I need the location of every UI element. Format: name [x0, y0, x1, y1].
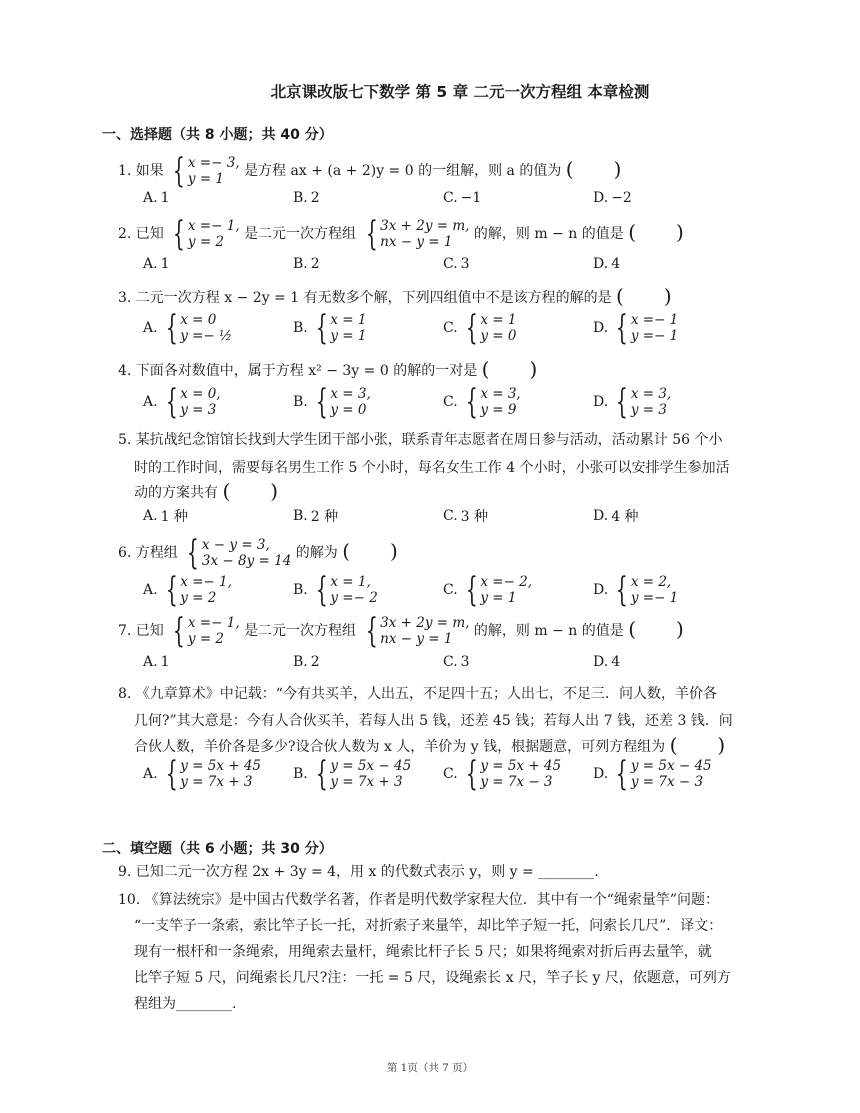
question-2-mid: 是二元一次方程组: [244, 226, 357, 242]
system-line: y = 7x − 3: [630, 774, 704, 790]
system-line: y = 1: [480, 590, 517, 606]
option-b[interactable]: [293, 308, 443, 348]
question-2-prefix: 2. 已知: [118, 226, 164, 242]
option-c[interactable]: [443, 190, 593, 206]
option-label: C.: [443, 256, 458, 272]
answer-paren: ( ): [481, 357, 538, 381]
option-a[interactable]: [143, 570, 293, 610]
system-line: x =− 1,: [187, 218, 240, 234]
page-title: 北京课改版七下数学 第 5 章 二元一次方程组 本章检测: [270, 83, 650, 101]
system-line: y = 2: [187, 234, 225, 250]
option-label: B.: [293, 256, 308, 272]
brace-icon: {: [315, 382, 328, 422]
system-line: y = 5x − 45: [330, 758, 412, 774]
brace-icon: {: [616, 570, 628, 610]
option-text: 2: [310, 256, 320, 272]
question-4-options: [143, 382, 743, 422]
option-a[interactable]: [143, 190, 293, 206]
question-2-text: 的解，则 m − n 的值是: [473, 226, 624, 242]
brace-icon: {: [365, 214, 378, 254]
option-a[interactable]: [143, 754, 293, 794]
system-line: 3x + 2y = m,: [380, 218, 470, 234]
question-10-line-5: 程组为________.: [134, 996, 237, 1012]
question-6-text: 的解为: [295, 545, 338, 561]
system-line: x = 1: [330, 312, 367, 328]
system-line: x = 1: [480, 312, 517, 328]
question-7-system: [168, 611, 240, 651]
question-2-system-2: [361, 214, 470, 254]
question-10-line-1: 10. 《算法统宗》是中国古代数学名著，作者是明代数学家程大位．其中有一个“绳索量竿”问题：: [118, 892, 720, 908]
question-2: [118, 214, 738, 254]
answer-paren: ( ): [565, 157, 622, 181]
system-line: x =− 1,: [180, 574, 232, 590]
option-label: B.: [293, 508, 308, 524]
question-3: [118, 283, 738, 311]
page-footer: 第 1页（共 7 页）: [386, 1062, 474, 1074]
option-label: C.: [443, 190, 458, 206]
option-label: B.: [293, 654, 308, 670]
question-7-mid: 是二元一次方程组: [244, 623, 357, 639]
brace-icon: {: [465, 382, 478, 422]
question-6-prefix: 6. 方程组: [118, 545, 178, 561]
option-c[interactable]: [443, 570, 593, 610]
option-a[interactable]: [143, 256, 293, 272]
brace-icon: {: [365, 611, 378, 651]
option-b[interactable]: [293, 506, 443, 526]
system-line: x − y = 3,: [201, 537, 270, 553]
option-a[interactable]: [143, 308, 293, 348]
question-6: [118, 533, 738, 573]
option-label: C.: [443, 508, 458, 524]
option-a[interactable]: [143, 654, 293, 670]
option-b[interactable]: [293, 256, 443, 272]
option-text: 4: [611, 654, 621, 670]
system-line: nx − y = 1: [380, 631, 453, 647]
option-label: D.: [593, 582, 609, 598]
question-7-system-2: [361, 611, 470, 651]
option-label: D.: [593, 256, 609, 272]
question-3-options: [143, 308, 743, 348]
system-line: x = 2,: [630, 574, 672, 590]
system-line: y = 3: [180, 402, 217, 418]
option-d[interactable]: [593, 654, 743, 670]
option-d[interactable]: [593, 308, 743, 348]
brace-icon: {: [315, 308, 328, 348]
option-label: D.: [593, 394, 609, 410]
option-label: A.: [143, 256, 158, 272]
question-4-text: 4. 下面各对数值中，属于方程 x² − 3y = 0 的解的一对是: [118, 363, 478, 379]
brace-icon: {: [173, 611, 186, 651]
option-b[interactable]: [293, 654, 443, 670]
question-8-line-2: 几何?”其大意是：今有人合伙买羊，若每人出 5 钱，还差 45 钱；若每人出 7 钱，还差 3 钱．问: [134, 713, 733, 729]
option-d[interactable]: [593, 754, 743, 794]
system-line: x = 1,: [330, 574, 371, 590]
option-label: D.: [593, 190, 609, 206]
option-text: 2 种: [310, 509, 339, 525]
option-b[interactable]: [293, 570, 443, 610]
option-label: A.: [143, 766, 158, 782]
system-line: y = 2: [187, 631, 225, 647]
question-1-text: 是方程 ax + (a + 2)y = 0 的一组解，则 a 的值为: [244, 163, 562, 179]
brace-icon: {: [165, 570, 178, 610]
option-text: 3 种: [460, 509, 489, 525]
brace-icon: {: [465, 308, 478, 348]
option-label: B.: [293, 190, 308, 206]
option-label: C.: [443, 582, 458, 598]
option-label: A.: [143, 582, 158, 598]
brace-icon: {: [165, 754, 178, 794]
option-c[interactable]: [443, 506, 593, 526]
brace-icon: {: [165, 382, 178, 422]
brace-icon: {: [616, 754, 628, 794]
system-line: x = 3,: [630, 386, 672, 402]
option-text: 1 种: [160, 509, 188, 525]
question-9: 9. 已知二元一次方程 2x + 3y = 4，用 x 的代数式表示 y，则 y = ________.: [118, 864, 599, 880]
option-text: 4: [611, 256, 621, 272]
option-label: D.: [593, 654, 609, 670]
question-1: [118, 151, 738, 191]
brace-icon: {: [173, 151, 186, 191]
option-text: −2: [611, 190, 632, 206]
system-line: y = 0: [330, 402, 367, 418]
option-text: 1: [160, 654, 170, 670]
brace-icon: {: [465, 754, 478, 794]
option-d[interactable]: [593, 506, 743, 526]
option-label: B.: [293, 320, 308, 336]
system-line: y = 1: [330, 328, 367, 344]
question-2-system: [168, 214, 240, 254]
answer-paren: ( ): [222, 479, 279, 503]
brace-icon: {: [616, 308, 628, 348]
brace-icon: {: [315, 754, 328, 794]
option-label: A.: [143, 190, 158, 206]
option-text: 2: [310, 654, 320, 670]
system-line: y = 5x − 45: [630, 758, 712, 774]
question-10-line-4: 比竿子短 5 尺，问绳索长几尺?注：一托 = 5 尺，设绳索长 x 尺，竿子长 y 尺，依题意，可列方: [134, 970, 731, 986]
option-c[interactable]: [443, 754, 593, 794]
option-d[interactable]: [593, 256, 743, 272]
option-label: C.: [443, 766, 458, 782]
answer-paren: ( ): [628, 220, 684, 244]
question-5-options: [143, 506, 743, 526]
system-line: y = 7x − 3: [480, 774, 553, 790]
question-7-text: 的解，则 m − n 的值是: [473, 623, 624, 639]
question-1-system: [168, 151, 240, 191]
system-line: y = 5x + 45: [180, 758, 261, 774]
option-label: A.: [143, 508, 158, 524]
system-line: y = 0: [480, 328, 517, 344]
option-label: C.: [443, 394, 458, 410]
question-1-options: [143, 190, 743, 206]
question-10-line-3: 现有一根杆和一条绳索，用绳索去量杆，绳索比杆子长 5 尺；如果将绳索对折后再去量竿，就: [134, 944, 712, 960]
question-7-options: [143, 654, 743, 670]
option-c[interactable]: [443, 308, 593, 348]
brace-icon: {: [187, 533, 200, 573]
system-line: x = 0: [180, 312, 217, 328]
question-8-line-3: [134, 731, 744, 761]
system-line: y =− ½: [180, 328, 233, 344]
option-d[interactable]: [593, 190, 743, 206]
option-text: 4 种: [611, 509, 639, 525]
option-b[interactable]: [293, 190, 443, 206]
system-line: x = 3,: [330, 386, 371, 402]
system-line: x =− 1: [630, 312, 679, 328]
system-line: 3x + 2y = m,: [380, 615, 470, 631]
option-label: D.: [593, 320, 609, 336]
question-3-text: 3. 二元一次方程 x − 2y = 1 有无数多个解，下列四组值中不是该方程的解的是: [118, 290, 612, 306]
system-line: y = 5x + 45: [480, 758, 562, 774]
question-8-text: 合伙人数，羊价各是多少?设合伙人数为 x 人，羊价为 y 钱，根据题意，可列方程组为: [134, 739, 666, 755]
option-label: B.: [293, 394, 308, 410]
option-label: D.: [593, 766, 609, 782]
option-label: C.: [443, 654, 458, 670]
system-line: y =− 1: [630, 590, 679, 606]
question-10-line-2: “一支竿子一条索，索比竿子长一托，对折索子来量竿，却比竿子短一托，问索长几尺”．译文：: [134, 918, 723, 934]
section-choice-heading: 一、选择题（共 8 小题；共 40 分）: [102, 127, 333, 143]
system-line: y = 7x + 3: [330, 774, 403, 790]
option-text: 3: [460, 256, 470, 272]
section-fill-heading: 二、填空题（共 6 小题；共 30 分）: [102, 841, 333, 857]
brace-icon: {: [173, 214, 186, 254]
option-c[interactable]: [443, 382, 593, 422]
option-label: D.: [593, 508, 609, 524]
option-text: −1: [460, 190, 482, 206]
system-line: x =− 1,: [187, 615, 240, 631]
system-line: y =− 1: [630, 328, 679, 344]
system-line: nx − y = 1: [380, 234, 453, 250]
answer-paren: ( ): [342, 539, 398, 563]
option-label: C.: [443, 320, 458, 336]
option-b[interactable]: [293, 382, 443, 422]
answer-paren: ( ): [616, 284, 672, 308]
question-1-prefix: 1. 如果: [118, 163, 164, 179]
brace-icon: {: [616, 382, 628, 422]
question-5-text: 动的方案共有: [134, 485, 218, 501]
system-line: y = 3: [630, 402, 667, 418]
system-line: y = 1: [187, 171, 225, 187]
option-d[interactable]: [593, 570, 743, 610]
question-5-line-3: [134, 477, 744, 507]
question-6-options: [143, 570, 743, 610]
question-5-line-2: 时的工作时间，需要每名男生工作 5 个小时，每名女生工作 4 个小时，小张可以安排学生参加活: [134, 460, 730, 476]
system-line: x =− 2,: [480, 574, 533, 590]
question-6-system: [182, 533, 292, 573]
question-7: [118, 611, 738, 651]
question-4: [118, 356, 738, 384]
option-text: 3: [460, 654, 470, 670]
answer-paren: ( ): [669, 733, 726, 757]
system-line: 3x − 8y = 14: [201, 553, 292, 569]
option-b[interactable]: [293, 754, 443, 794]
option-text: 2: [310, 190, 320, 206]
system-line: x = 3,: [480, 386, 521, 402]
option-label: A.: [143, 394, 158, 410]
system-line: y =− 2: [330, 590, 378, 606]
question-8-line-1: 8. 《九章算术》中记载：“今有共买羊，人出五，不足四十五；人出七，不足三．问人数，羊价各: [118, 686, 717, 702]
option-text: 1: [160, 190, 170, 206]
brace-icon: {: [315, 570, 328, 610]
answer-paren: ( ): [628, 617, 684, 641]
option-a[interactable]: [143, 506, 293, 526]
option-text: 1: [160, 256, 170, 272]
option-a[interactable]: [143, 382, 293, 422]
question-5-line-1: 5. 某抗战纪念馆馆长找到大学生团干部小张，联系青年志愿者在周日参与活动，活动累计 56 个小: [118, 432, 723, 448]
option-d[interactable]: [593, 382, 743, 422]
system-line: x =− 3,: [187, 155, 240, 171]
system-line: y = 2: [180, 590, 217, 606]
system-line: x = 0,: [180, 386, 221, 402]
option-c[interactable]: [443, 256, 593, 272]
brace-icon: {: [165, 308, 178, 348]
system-line: y = 9: [480, 402, 517, 418]
option-label: A.: [143, 654, 158, 670]
question-7-prefix: 7. 已知: [118, 623, 164, 639]
option-c[interactable]: [443, 654, 593, 670]
option-label: B.: [293, 582, 308, 598]
option-label: A.: [143, 320, 158, 336]
question-8-options: [143, 754, 743, 794]
question-2-options: [143, 256, 743, 272]
system-line: y = 7x + 3: [180, 774, 253, 790]
brace-icon: {: [465, 570, 478, 610]
option-label: B.: [293, 766, 308, 782]
